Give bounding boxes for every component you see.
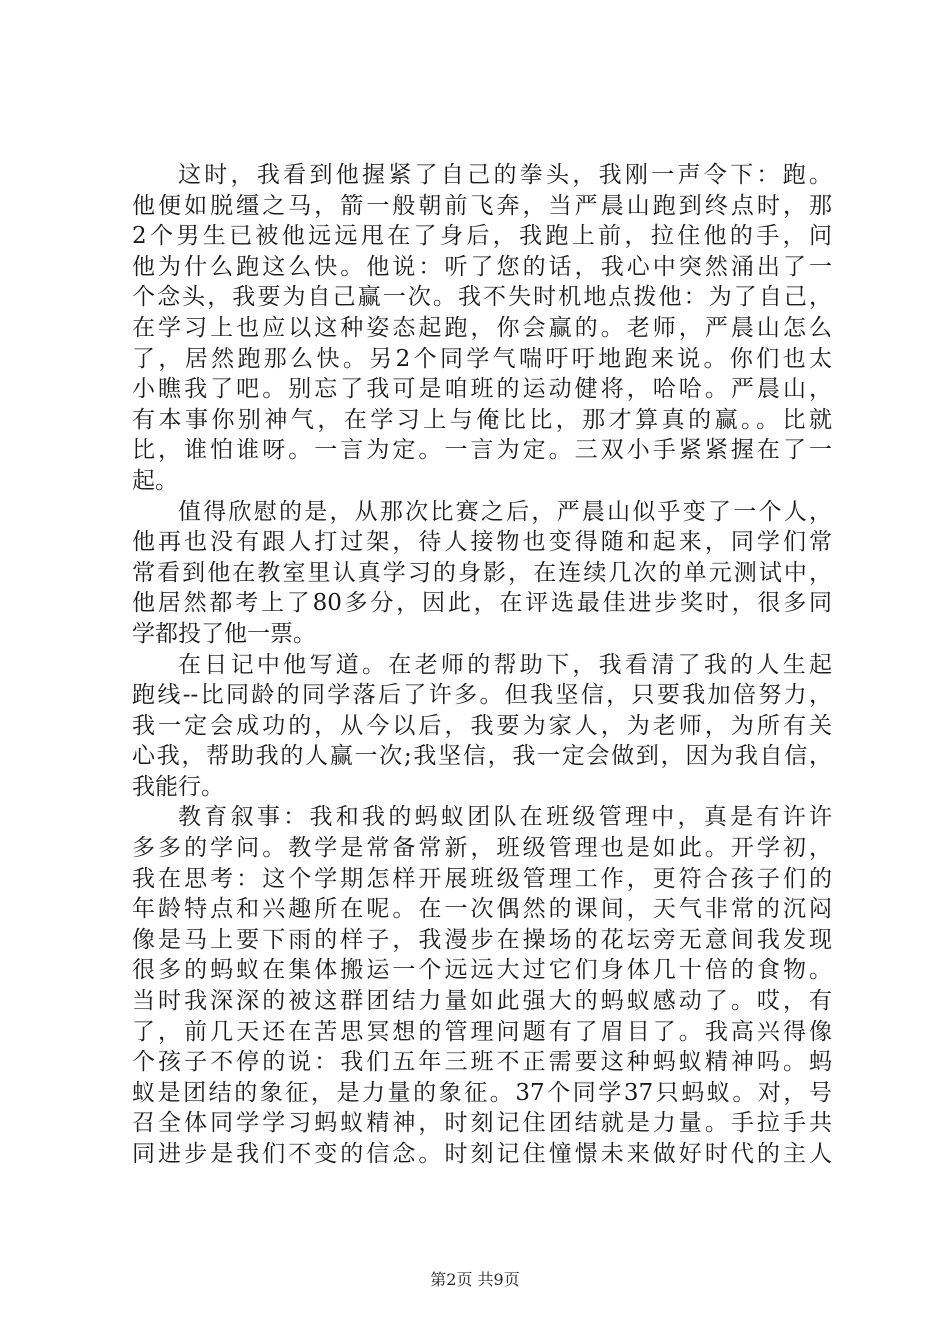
text-line: 个念头，我要为自己赢一次。我不失时机地点拨他：为了自己， <box>132 284 832 311</box>
text-line: 学都投了他一票。 <box>132 620 316 647</box>
text-line: 召全体同学学习蚂蚁精神，时刻记住团结就是力量。手拉手共 <box>132 1110 832 1137</box>
text-line: 小瞧我了吧。别忘了我可是咱班的运动健将，哈哈。严晨山， <box>132 376 832 403</box>
text-line: 他为什么跑这么快。他说：听了您的话，我心中突然涌出了一 <box>132 253 832 280</box>
text-line: 年龄特点和兴趣所在呢。在一次偶然的课间，天气非常的沉闷 <box>132 896 832 923</box>
text-line: 有本事你别神气，在学习上与俺比比，那才算真的赢。。比就 <box>132 406 832 433</box>
text-line: 我在思考：这个学期怎样开展班级管理工作，更符合孩子们的 <box>132 865 832 892</box>
text-line: 我一定会成功的，从今以后，我要为家人，为老师，为所有关 <box>132 712 832 739</box>
page-footer: 第2页 共9页 <box>430 1270 520 1289</box>
text-line: 在日记中他写道。在老师的帮助下，我看清了我的人生起 <box>178 651 832 678</box>
text-line: 同进步是我们不变的信念。时刻记住憧憬未来做好时代的主人 <box>132 1141 832 1167</box>
text-line: 了，前几天还在苦思冥想的管理问题有了眉目了。我高兴得像 <box>132 1018 832 1045</box>
text-line: 这时，我看到他握紧了自己的拳头，我刚一声令下：跑。 <box>178 162 832 188</box>
text-line: 比，谁怕谁呀。一言为定。一言为定。三双小手紧紧握在了一 <box>132 437 832 464</box>
text-line: 多多的学问。教学是常备常新，班级管理也是如此。开学初， <box>132 835 832 862</box>
text-line: 像是马上要下雨的样子，我漫步在操场的花坛旁无意间我发现 <box>132 926 832 953</box>
text-line: 当时我深深的被这群团结力量如此强大的蚂蚁感动了。哎，有 <box>132 988 832 1015</box>
text-line: 在学习上也应以这种姿态起跑，你会赢的。老师，严晨山怎么 <box>132 314 832 341</box>
text-line: 很多的蚂蚁在集体搬运一个远远大过它们身体几十倍的食物。 <box>132 957 832 984</box>
text-line: 我能行。 <box>132 773 224 800</box>
text-line: 他居然都考上了80多分，因此，在评选最佳进步奖时，很多同 <box>132 590 832 617</box>
text-line: 常看到他在教室里认真学习的身影，在连续几次的单元测试中， <box>132 559 832 586</box>
text-line: 蚁是团结的象征，是力量的象征。37个同学37只蚂蚁。对，号 <box>132 1079 832 1106</box>
text-line: 2个男生已被他远远甩在了身后，我跑上前，拉住他的手，问 <box>132 223 832 250</box>
text-line: 值得欣慰的是，从那次比赛之后，严晨山似乎变了一个人， <box>178 498 832 525</box>
text-line: 了，居然跑那么快。另2个同学气喘吁吁地跑来说。你们也太 <box>132 345 832 372</box>
text-line: 跑线--比同龄的同学落后了许多。但我坚信，只要我加倍努力， <box>132 682 832 709</box>
text-line: 他再也没有跟人打过架，待人接物也变得随和起来，同学们常 <box>132 529 832 556</box>
text-line: 起。 <box>132 467 178 494</box>
text-line: 个孩子不停的说：我们五年三班不正需要这种蚂蚁精神吗。蚂 <box>132 1049 832 1076</box>
text-line: 教育叙事：我和我的蚂蚁团队在班级管理中，真是有许许 <box>178 804 832 831</box>
body-text <box>132 160 832 1170</box>
text-line: 他便如脱缰之马，箭一般朝前飞奔，当严晨山跑到终点时，那 <box>132 192 832 219</box>
text-line: 心我，帮助我的人赢一次;我坚信，我一定会做到，因为我自信， <box>132 743 832 770</box>
